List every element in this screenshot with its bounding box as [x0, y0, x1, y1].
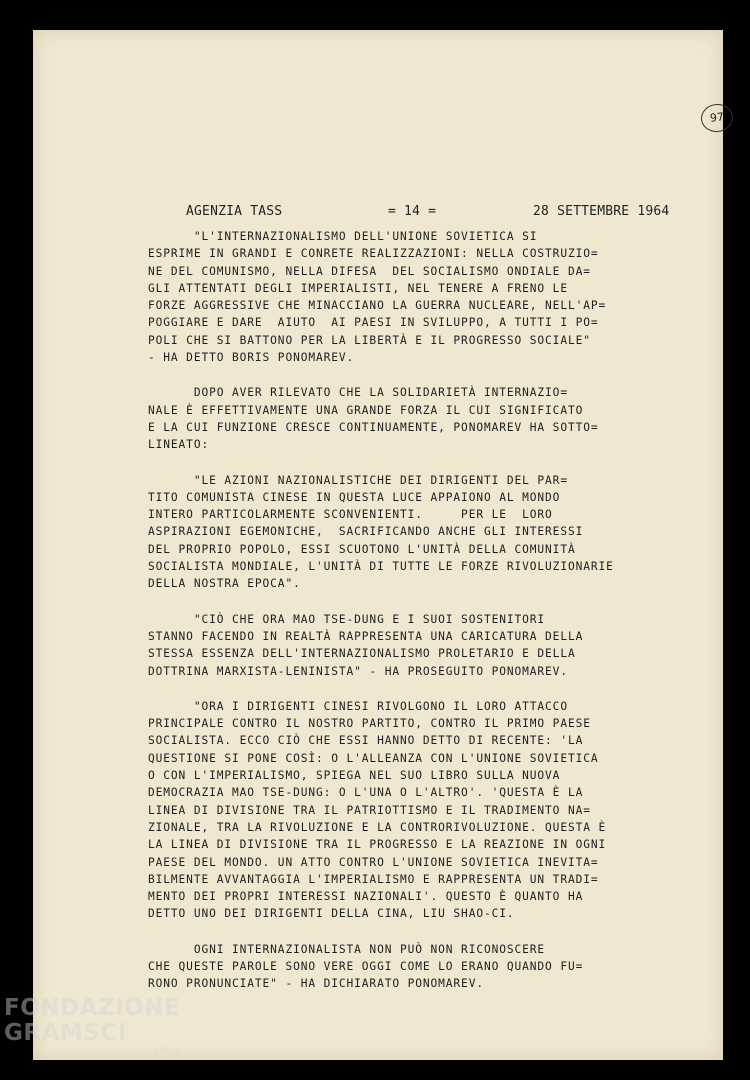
text-line: NE DEL COMUNISMO, NELLA DIFESA DEL SOCIALISMO ONDIALE DA=: [148, 264, 591, 278]
paragraph: [148, 611, 648, 680]
text-line: "ORA I DIRIGENTI CINESI RIVOLGONO IL LORO ATTACCO: [148, 699, 568, 713]
text-line: DOTTRINA MARXISTA-LENINISTA" - HA PROSEGUITO PONOMAREV.: [148, 664, 568, 678]
text-line: "L'INTERNAZIONALISMO DELL'UNIONE SOVIETICA SI: [148, 230, 538, 243]
text-line: PRINCIPALE CONTRO IL NOSTRO PARTITO, CONTRO IL PRIMO PAESE: [148, 717, 591, 731]
text-line: DOPO AVER RILEVATO CHE LA SOLIDARIETÀ INTERNAZIO=: [148, 386, 568, 400]
text-line: POGGIARE E DARE AIUTO AI PAESI IN SVILUPPO, A TUTTI I PO=: [148, 316, 599, 330]
header-agency: AGENZIA TASS: [186, 204, 283, 219]
text-line: SOCIALISTA MONDIALE, L'UNITÀ DI TUTTE LE FORZE RIVOLUZIONARIE: [148, 560, 614, 574]
document-body: [148, 228, 648, 1011]
text-line: O CON L'IMPERIALISMO, SPIEGA NEL SUO LIBRO SULLA NUOVA: [148, 769, 561, 783]
watermark-logo: [4, 996, 180, 1058]
text-line: GLI ATTENTATI DEGLI IMPERIALISTI, NEL TENERE A FRENO LE: [148, 281, 568, 295]
text-line: TITO COMUNISTA CINESE IN QUESTA LUCE APPAIONO AL MONDO: [148, 490, 561, 504]
text-line: INTERO PARTICOLARMENTE SCONVENIENTI. PER LE LORO: [148, 508, 553, 522]
text-line: BILMENTE AVVANTAGGIA L'IMPERIALISMO E RAPPRESENTA UN TRADI=: [148, 872, 599, 886]
text-line: STANNO FACENDO IN REALTÀ RAPPRESENTA UNA CARICATURA DELLA: [148, 629, 584, 643]
text-line: POLI CHE SI BATTONO PER LA LIBERTÀ E IL PROGRESSO SOCIALE": [148, 333, 591, 347]
text-line: E LA CUI FUNZIONE CRESCE CONTINUAMENTE, PONOMAREV HA SOTTO=: [148, 420, 599, 434]
paragraph: [148, 472, 648, 593]
text-line: PAESE DEL MONDO. UN ATTO CONTRO L'UNIONE SOVIETICA INEVITA=: [148, 855, 599, 869]
text-line: DETTO UNO DEI DIRIGENTI DELLA CINA, LIU SHAO-CI.: [148, 907, 515, 921]
paragraph: [148, 228, 648, 366]
header-page: = 14 =: [388, 204, 437, 219]
paragraph: [148, 698, 648, 923]
text-line: LINEA DI DIVISIONE TRA IL PATRIOTTISMO E IL TRADIMENTO NA=: [148, 803, 591, 817]
text-line: DEMOCRAZIA MAO TSE-DUNG: O L'UNA O L'ALTRO'. 'QUESTA È LA: [148, 786, 584, 800]
text-line: FORZE AGGRESSIVE CHE MINACCIANO LA GUERRA NUCLEARE, NELL'AP=: [148, 299, 607, 313]
archive-page-number: 97: [700, 102, 735, 133]
text-line: ASPIRAZIONI EGEMONICHE, SACRIFICANDO ANCHE GLI INTERESSI: [148, 525, 584, 539]
text-line: "LE AZIONI NAZIONALISTICHE DEI DIRIGENTI DEL PAR=: [148, 473, 568, 487]
paragraph: [148, 941, 648, 993]
text-line: OGNI INTERNAZIONALISTA NON PUÒ NON RICONOSCERE: [148, 942, 546, 956]
header-date: 28 SETTEMBRE 1964: [533, 204, 670, 219]
watermark-line3: onlus: [153, 1046, 180, 1057]
text-line: NALE È EFFETTIVAMENTE UNA GRANDE FORZA IL CUI SIGNIFICATO: [148, 403, 584, 417]
text-line: RONO PRONUNCIATE" - HA DICHIARATO PONOMAREV.: [148, 977, 484, 991]
text-line: QUESTIONE SI PONE COSÌ: O L'ALLEANZA CON L'UNIONE SOVIETICA: [148, 751, 599, 765]
text-line: DEL PROPRIO POPOLO, ESSI SCUOTONO L'UNITÀ DELLA COMUNITÀ: [148, 542, 576, 556]
watermark-line1: FONDAZIONE: [4, 995, 181, 1021]
text-line: LINEATO:: [148, 438, 210, 452]
paragraph: [148, 384, 648, 453]
text-line: DELLA NOSTRA EPOCA".: [148, 577, 301, 591]
text-line: ESPRIME IN GRANDI E CONRETE REALIZZAZIONI: NELLA COSTRUZIO=: [148, 247, 599, 261]
text-line: ZIONALE, TRA LA RIVOLUZIONE E LA CONTRORIVOLUZIONE. QUESTA È: [148, 820, 607, 834]
text-line: "CIÒ CHE ORA MAO TSE-DUNG E I SUOI SOSTENITORI: [148, 612, 546, 626]
watermark-line2: GRAMSCI: [4, 1020, 127, 1046]
text-line: CHE QUESTE PAROLE SONO VERE OGGI COME LO ERANO QUANDO FU=: [148, 959, 584, 973]
text-line: - HA DETTO BORIS PONOMAREV.: [148, 351, 355, 365]
text-line: SOCIALISTA. ECCO CIÒ CHE ESSI HANNO DETTO DI RECENTE: 'LA: [148, 734, 584, 748]
text-line: MENTO DEI PROPRI INTERESSI NAZIONALI'. QUESTO È QUANTO HA: [148, 890, 584, 904]
text-line: STESSA ESSENZA DELL'INTERNAZIONALISMO PROLETARIO E DELLA: [148, 647, 576, 661]
text-line: LA LINEA DI DIVISIONE TRA IL PROGRESSO E LA REAZIONE IN OGNI: [148, 838, 607, 852]
